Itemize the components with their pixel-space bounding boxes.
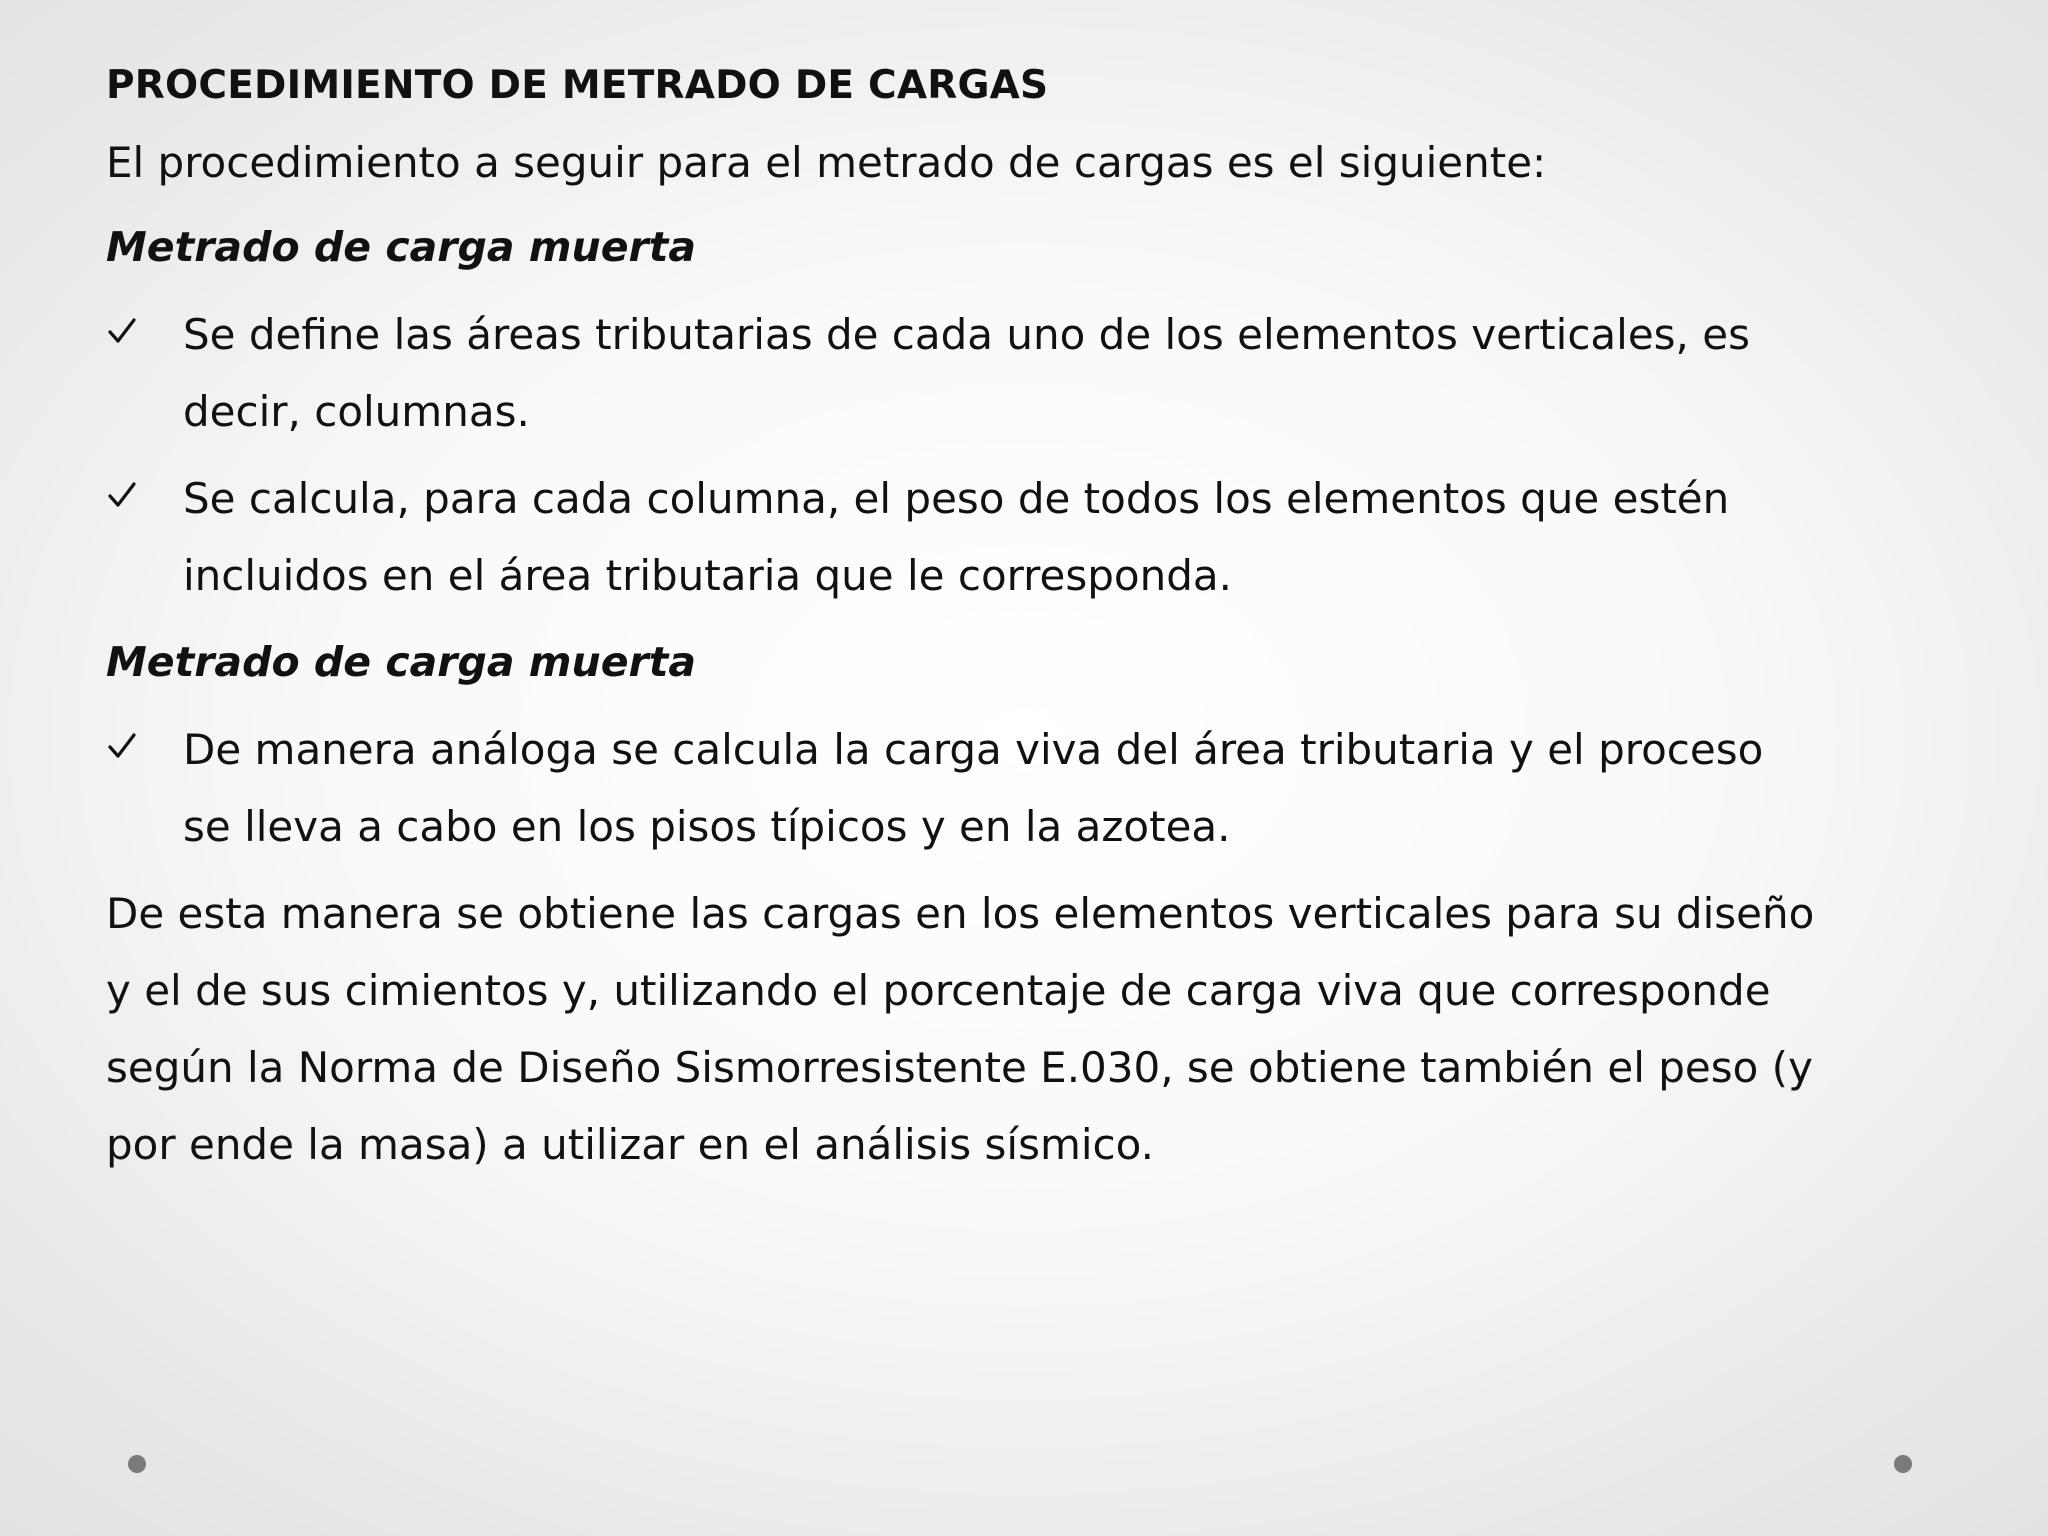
intro-text: El procedimiento a seguir para el metrado de cargas es el siguiente:: [106, 138, 1547, 187]
section-live-load: [106, 624, 1906, 865]
bullet-line: incluidos en el área tributaria que le corresponda.: [183, 551, 1232, 600]
closing-line: según la Norma de Diseño Sismorresistente E.030, se obtiene también el peso (y: [106, 1043, 1813, 1092]
bullet-item: [106, 296, 1906, 450]
decorative-dot-left: [128, 1455, 146, 1473]
bullet-item: [106, 460, 1906, 614]
closing-line: por ende la masa) a utilizar en el análisis sísmico.: [106, 1120, 1154, 1169]
checkmark-icon: [106, 296, 146, 373]
bullet-item: [106, 711, 1906, 865]
closing-line: y el de sus cimientos y, utilizando el porcentaje de carga viva que corresponde: [106, 966, 1771, 1015]
decorative-dot-right: [1894, 1455, 1912, 1473]
bullet-line: De manera análoga se calcula la carga viva del área tributaria y el proceso: [183, 725, 1764, 774]
bullet-line: Se calcula, para cada columna, el peso de todos los elementos que estén: [183, 474, 1730, 523]
section-dead-load: [106, 209, 1906, 614]
checkmark-icon: [106, 460, 146, 537]
bullet-line: se lleva a cabo en los pisos típicos y en la azotea.: [183, 802, 1231, 851]
slide-title: PROCEDIMIENTO DE METRADO DE CARGAS: [106, 63, 1049, 108]
section-heading: Metrado de carga muerta: [106, 638, 696, 686]
slide-content: [106, 48, 1906, 1183]
checkmark-icon: [106, 711, 146, 788]
bullet-line: Se define las áreas tributarias de cada uno de los elementos verticales, es: [183, 310, 1750, 359]
closing-line: De esta manera se obtiene las cargas en los elementos verticales para su diseño: [106, 889, 1815, 938]
section-heading: Metrado de carga muerta: [106, 223, 696, 271]
closing-paragraph: [106, 875, 1906, 1183]
bullet-line: decir, columnas.: [183, 387, 530, 436]
